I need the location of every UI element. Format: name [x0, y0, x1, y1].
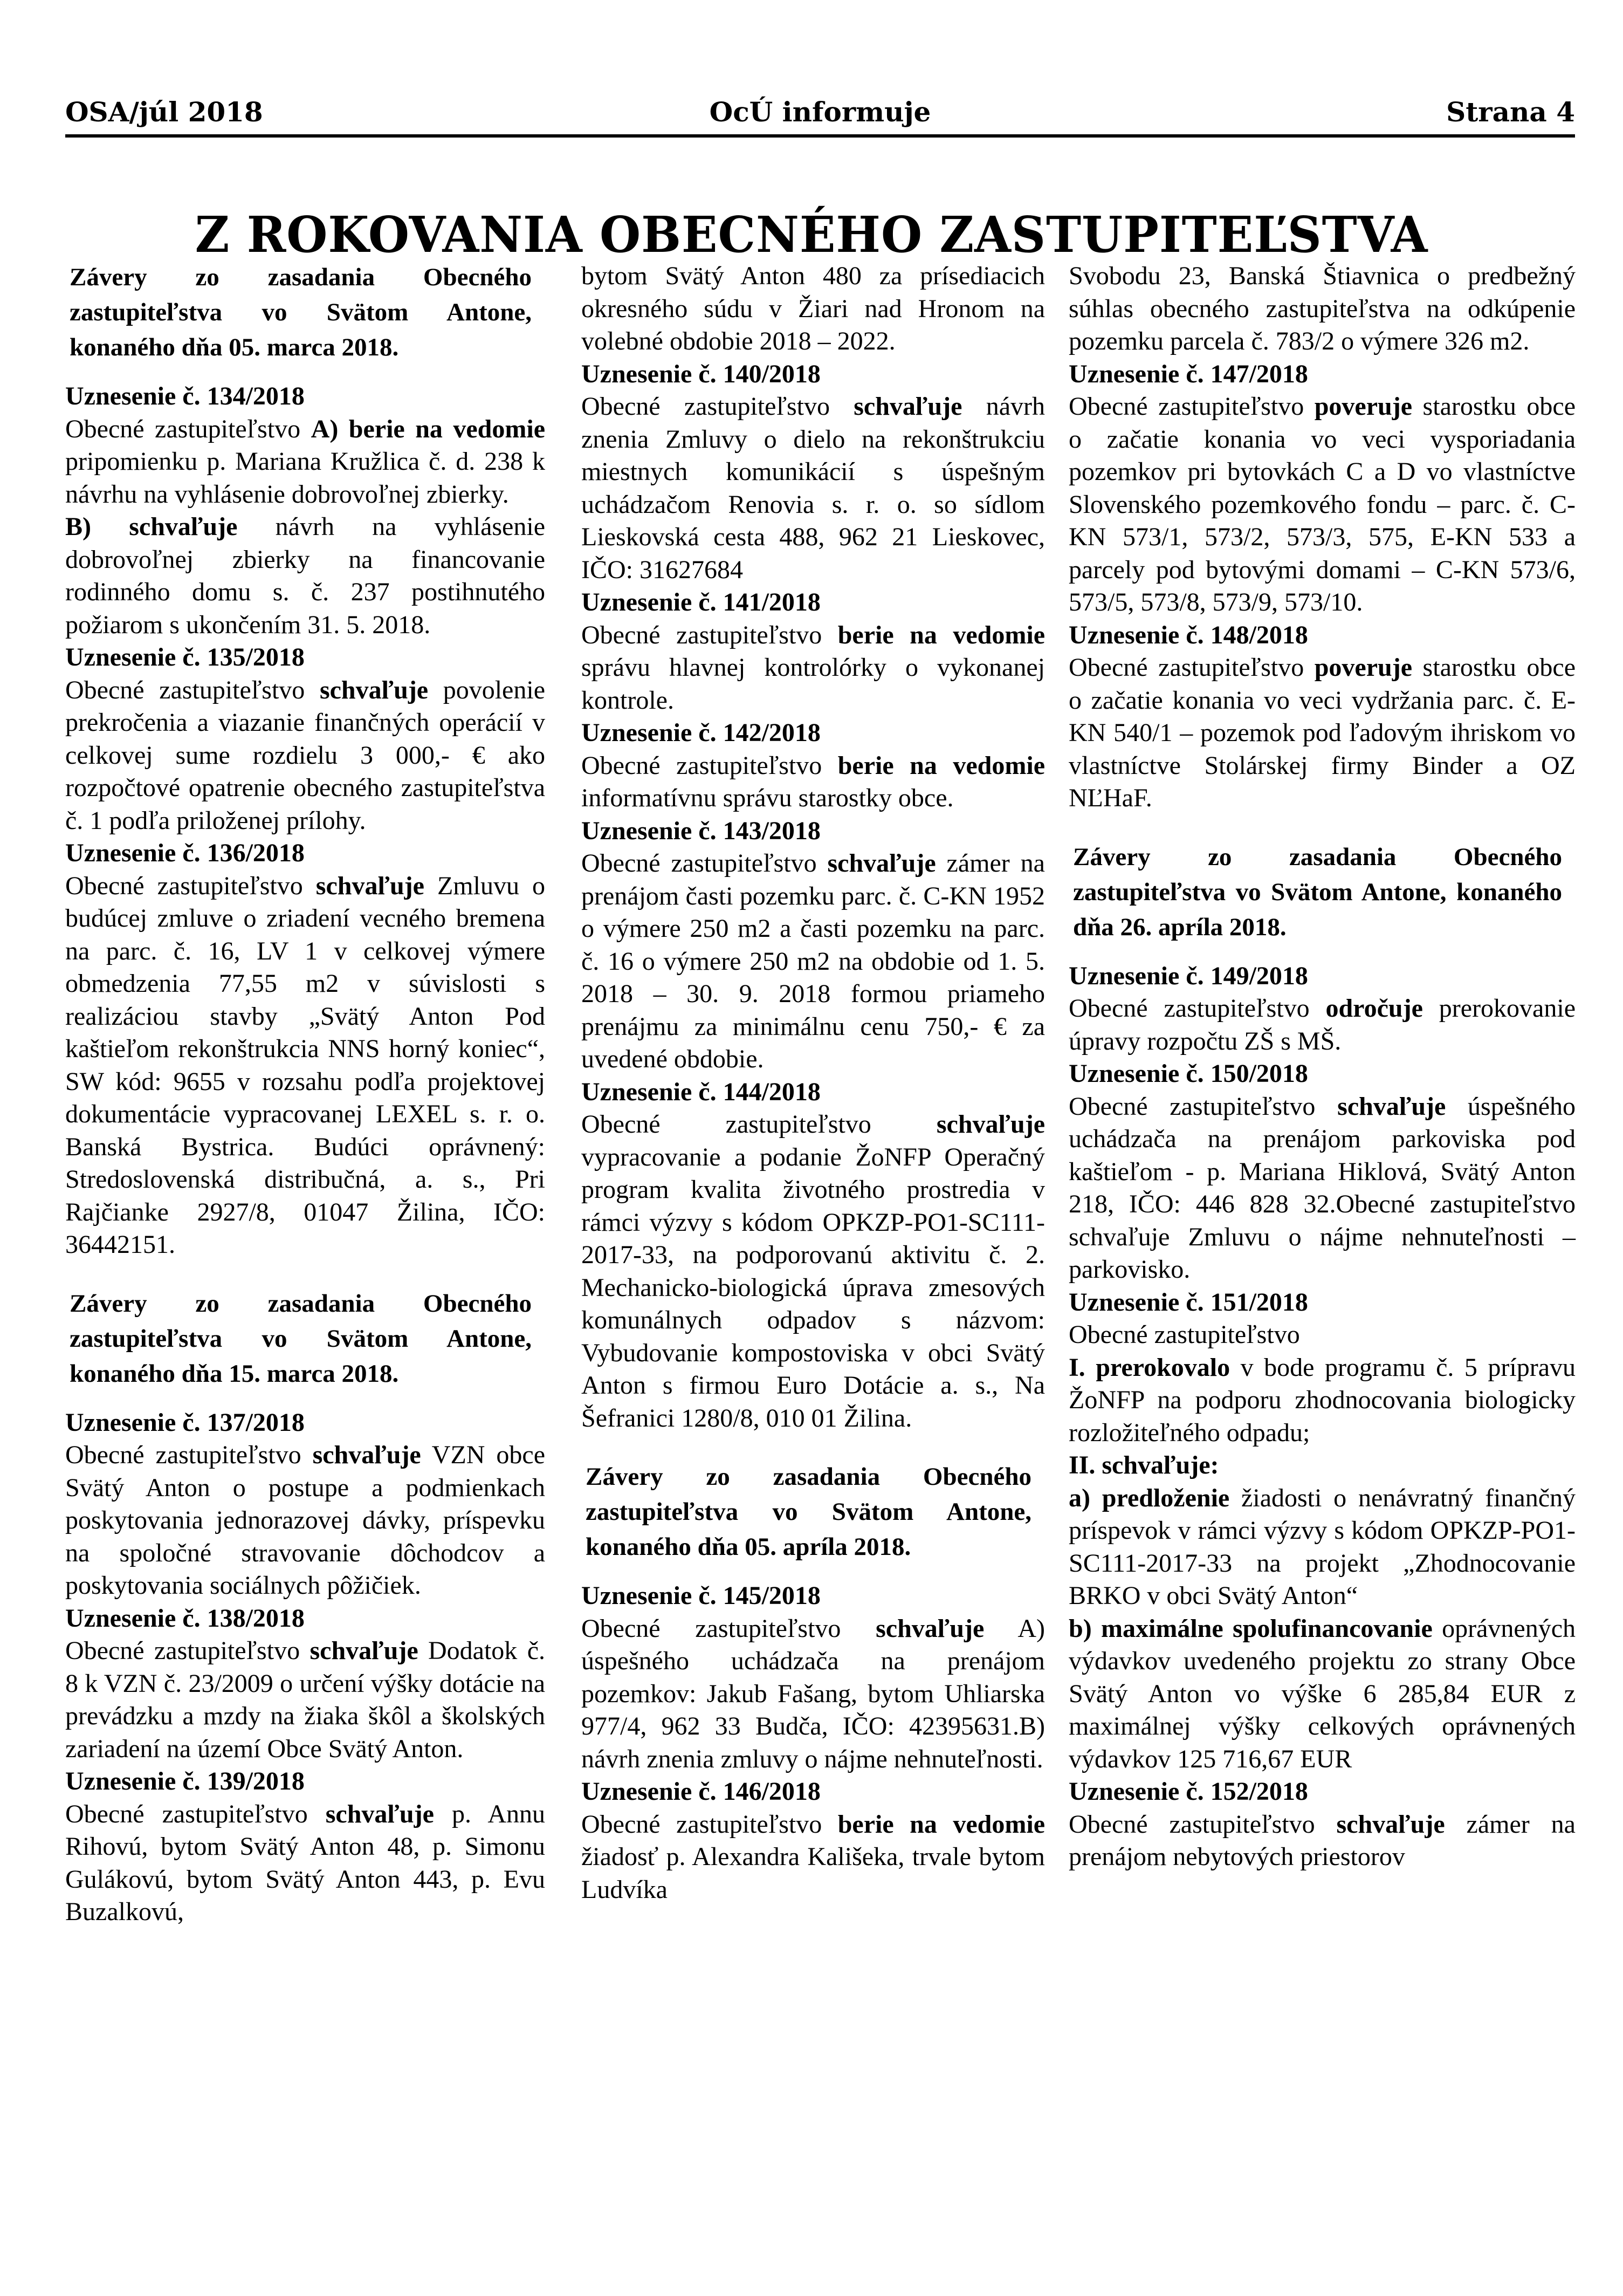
resolution-title: Uznesenie č. 152/2018: [1069, 1777, 1308, 1806]
decision-keyword: I. prerokovalo: [1069, 1353, 1230, 1382]
decision-keyword: A) berie na vedomie: [311, 414, 545, 443]
text-run: správu hlavnej kontrolórky o vykonanej kontrole.: [581, 653, 1045, 715]
resolution: [1069, 960, 1576, 1058]
text-run: Obecné zastupiteľstvo: [1069, 1092, 1338, 1121]
text-run: informatívnu správu starostky obce.: [581, 784, 954, 812]
column-1: [65, 260, 545, 1929]
text-run: v bode programu č. 5 prípravu ŽoNFP na podporu zhodnocovania biologicky rozložiteľného odpadu;: [1069, 1353, 1576, 1447]
resolution-text: [65, 1439, 545, 1602]
text-run: p. Annu Rihovú, bytom Svätý Anton 48, p. Simonu Gulákovú, bytom Svätý Anton 443, p. Evu Buzalkovú,: [65, 1799, 545, 1926]
resolution-text: [65, 674, 545, 838]
resolution-text: [65, 1635, 545, 1765]
text-run: Obecné zastupiteľstvo: [65, 1441, 313, 1469]
resolution-text: [581, 847, 1045, 1076]
decision-keyword: B) schvaľuje: [65, 512, 238, 541]
header-divider: [65, 134, 1575, 138]
resolution-title: Uznesenie č. 136/2018: [65, 839, 305, 867]
resolution-title: Uznesenie č. 138/2018: [65, 1603, 305, 1633]
decision-keyword: b) maximálne spolufinancovanie: [1069, 1614, 1433, 1643]
page-number: Strana 4: [1446, 96, 1575, 128]
decision-keyword: schvaľuje: [854, 392, 962, 421]
decision-keyword: schvaľuje: [1337, 1092, 1446, 1121]
resolution-text: [1069, 1808, 1576, 1874]
resolution: [65, 1765, 545, 1929]
resolution-text: [1069, 1482, 1576, 1613]
text-run: návrh na vyhlásenie dobrovoľnej zbierky na financovanie rodinného domu s. č. 237 postihnutého požiarom s ukončením 31. 5. 2018.: [65, 512, 545, 639]
text-run: Zmluvu o budúcej zmluve o zriadení vecného bremena na parc. č. 16, LV 1 v celkovej výmere obmedzenia 77,55 m2 v súvislosti s realizáciou stavby „Svätý Anton Pod kaštieľom rekonštrukcia NNS horný koniec“, SW kód: 9655 v rozsahu podľa projektovej dokumentácie vypracovanej LEXEL s. r. o. Banská Bystrica. Budúci oprávnený: Stredoslovenská distribučná, a. s., Pri Rajčianke 2927/8, 01047 Žilina, IČO: 36442151.: [65, 871, 545, 1259]
resolution-text: [581, 1613, 1045, 1776]
text-run: Obecné zastupiteľstvo: [65, 1799, 326, 1828]
resolution-continuation: [1069, 260, 1576, 358]
text-run: A) úspešného uchádzača na prenájom pozemkov: Jakub Fašang, bytom Uhliarska 977/4, 962 33 Budča, IČO: 42395631.B) návrh znenia zmluvy o nájme nehnuteľnosti.: [581, 1614, 1046, 1773]
resolution-title: Uznesenie č. 143/2018: [581, 816, 821, 845]
resolution-text: [581, 619, 1045, 717]
resolution-text: [1069, 992, 1576, 1058]
session-heading: Závery zo zasadania Obecného zastupiteľstva vo Svätom Antone, konaného dňa 15. marca 2018.: [70, 1289, 532, 1388]
text-run: povolenie prekročenia a viazanie finančných operácií v celkovej sume rozdielu 3 000,- € ako rozpočtové opatrenie obecného zastupiteľstva č. 1 podľa priloženej prílohy.: [65, 675, 546, 835]
resolution: [581, 1776, 1045, 1906]
decision-keyword: schvaľuje: [319, 675, 429, 704]
resolution-text: [1069, 652, 1576, 815]
resolution: [581, 1580, 1045, 1776]
resolution: [1069, 358, 1576, 619]
text-run: žiadosť p. Alexandra Kališeka, trvale bytom Ludvíka: [581, 1842, 1045, 1904]
resolution-text: [581, 750, 1045, 815]
text-run: pripomienku p. Mariana Kružlica č. d. 238 k návrhu na vyhlásenie dobrovoľnej zbierky.: [65, 447, 545, 509]
text-run: Obecné zastupiteľstvo: [581, 1110, 937, 1139]
text-run: Obecné zastupiteľstvo: [581, 849, 828, 878]
text-run: Obecné zastupiteľstvo: [1069, 1320, 1300, 1349]
resolution-text: [1069, 1352, 1576, 1450]
resolution-text: [581, 1808, 1045, 1907]
publication-name: OcÚ informuje: [709, 96, 931, 128]
decision-keyword: schvaľuje: [876, 1614, 985, 1643]
text-run: Dodatok č. 8 k VZN č. 23/2009 o určení výšky dotácie na prevádzku a mzdy na žiaka škôl a školských zariadení na území Obce Svätý Anton.: [65, 1636, 545, 1763]
resolution-text: [65, 413, 545, 511]
resolution-title: Uznesenie č. 144/2018: [581, 1077, 821, 1106]
resolution-title: Uznesenie č. 149/2018: [1069, 961, 1308, 990]
decision-keyword: schvaľuje: [325, 1799, 434, 1828]
decision-keyword: poveruje: [1314, 653, 1413, 682]
text-run: bytom Svätý Anton 480 za prísediacich okresného súdu v Žiari nad Hronom na volebné obdobie 2018 – 2022.: [581, 262, 1045, 355]
text-run: žiadosti o nenávratný finančný príspevok v rámci výzvy s kódom OPKZP-PO1-SC111-2017-33 na projekt „Zhodnocovanie BRKO v obci Svätý Anton“: [1069, 1483, 1576, 1610]
resolution: [65, 837, 545, 1262]
resolution: [581, 717, 1045, 815]
session-heading: Závery zo zasadania Obecného zastupiteľstva vo Svätom Antone, konaného dňa 05. marca 2018.: [70, 263, 532, 361]
session-heading: Závery zo zasadania Obecného zastupiteľstva vo Svätom Antone, konaného dňa 05. apríla 2018.: [586, 1463, 1031, 1561]
running-header: [65, 91, 1575, 134]
text-run: Obecné zastupiteľstvo: [65, 414, 311, 443]
text-run: úspešného uchádzača na prenájom parkoviska pod kaštieľom - p. Mariana Hiklová, Svätý Anton 218, IČO: 446 828 32.Obecné zastupiteľstvo schvaľuje Zmluvu o nájme nehnuteľnosti – parkovisko.: [1069, 1092, 1576, 1284]
resolution-text: [1069, 1091, 1576, 1286]
text-run: návrh znenia Zmluvy o dielo na rekonštrukciu miestnych komunikácií s úspešným uchádzačom Renovia s. r. o. so sídlom Lieskovská cesta 488, 962 21 Lieskovec, IČO: 31627684: [581, 392, 1045, 584]
decision-keyword: schvaľuje: [315, 871, 424, 900]
resolution-title: Uznesenie č. 141/2018: [581, 588, 821, 616]
text-run: Obecné zastupiteľstvo: [1069, 994, 1326, 1023]
resolution-title: Uznesenie č. 145/2018: [581, 1581, 821, 1610]
resolution-title: Uznesenie č. 151/2018: [1069, 1287, 1308, 1317]
resolution: [581, 1076, 1045, 1435]
resolution: [65, 1407, 545, 1602]
resolution-text: [1069, 260, 1576, 358]
resolution-title: Uznesenie č. 135/2018: [65, 643, 305, 671]
decision-keyword: odročuje: [1325, 994, 1423, 1023]
decision-keyword: berie na vedomie: [837, 1810, 1045, 1839]
text-run: zámer na prenájom nebytových priestorov: [1069, 1810, 1576, 1871]
text-run: oprávnených výdavkov uvedeného projektu zo strany Obce Svätý Anton vo výške 6 285,84 EUR z maximálnej výšky celkových oprávnených výdavkov 125 716,67 EUR: [1069, 1614, 1576, 1773]
resolution: [65, 380, 545, 641]
decision-keyword: schvaľuje: [312, 1441, 421, 1469]
resolution: [1069, 1058, 1576, 1286]
text-run: vypracovanie a podanie ŽoNFP Operačný program kvalita životného prostredia v rámci výzvy s kódom OPKZP-PO1-SC111-2017-33, na podporovanú aktivitu č. 2. Mechanicko-biologická úprava zmesových komunálnych odpadov s názvom: Vybudovanie kompostoviska v obci Svätý Anton s firmou Euro Dotácie a. s., Na Šefranici 1280/8, 010 01 Žilina.: [581, 1142, 1045, 1433]
decision-keyword: schvaľuje: [936, 1110, 1045, 1139]
text-run: Obecné zastupiteľstvo: [581, 751, 838, 780]
page-title: Z ROKOVANIA OBECNÉHO ZASTUPITEĽSTVA: [195, 205, 1428, 264]
text-run: VZN obce Svätý Anton o postupe a podmienkach poskytovania jednorazovej dávky, príspevku na spoločné stravovanie dôchodcov a poskytovania sociálnych pôžičiek.: [65, 1441, 545, 1600]
resolution-text: [581, 260, 1045, 358]
resolution-title: Uznesenie č. 150/2018: [1069, 1059, 1308, 1088]
resolution-text: [65, 511, 545, 641]
resolution: [1069, 619, 1576, 815]
resolution-text: [1069, 390, 1576, 619]
resolution-title: Uznesenie č. 137/2018: [65, 1408, 305, 1437]
decision-keyword: poveruje: [1314, 392, 1413, 421]
resolution: [581, 358, 1045, 587]
decision-keyword: schvaľuje: [827, 849, 936, 878]
text-run: Obecné zastupiteľstvo: [581, 392, 854, 421]
text-run: prerokovanie úpravy rozpočtu ZŠ s MŠ.: [1069, 994, 1576, 1056]
text-run: starostku obce o začatie konania vo veci vydržania parc. č. E-KN 540/1 – pozemok pod ľadovým ihriskom vo vlastníctve Stolárskej firmy Binder a OZ NĽHaF.: [1069, 653, 1576, 812]
session-heading: Závery zo zasadania Obecného zastupiteľstva vo Svätom Antone, konaného dňa 26. apríla 2018.: [1073, 842, 1562, 941]
text-run: Obecné zastupiteľstvo: [65, 871, 316, 900]
text-run: Svobodu 23, Banská Štiavnica o predbežný súhlas obecného zastupiteľstva na odkúpenie pozemku parcela č. 783/2 o výmere 326 m2.: [1069, 262, 1576, 355]
resolution-text: [65, 1798, 545, 1929]
text-run: Obecné zastupiteľstvo: [581, 620, 838, 649]
decision-keyword: a) predloženie: [1069, 1483, 1230, 1512]
text-run: Obecné zastupiteľstvo: [581, 1614, 876, 1643]
text-run: starostku obce o začatie konania vo veci vysporiadania pozemkov pri bytovkách C a D vo vlastníctve Slovenského pozemkového fondu – parc. č. C-KN 573/1, 573/2, 573/3, 575, E-KN 533 a parcely pod bytovými domami – C-KN 573/6, 573/5, 573/8, 573/9, 573/10.: [1069, 392, 1576, 616]
resolution-title: Uznesenie č. 147/2018: [1069, 359, 1308, 388]
text-run: Obecné zastupiteľstvo: [1069, 1810, 1337, 1839]
resolution-text: [65, 870, 545, 1262]
column-2: [581, 260, 1045, 1906]
resolution-title: Uznesenie č. 142/2018: [581, 718, 821, 747]
resolution-text: [1069, 1449, 1576, 1482]
resolution: [65, 1602, 545, 1766]
decision-keyword: II. schvaľuje:: [1069, 1451, 1219, 1479]
resolution-text: [1069, 1613, 1576, 1776]
resolution-title: Uznesenie č. 140/2018: [581, 359, 821, 388]
resolution: [581, 586, 1045, 717]
text-run: Obecné zastupiteľstvo: [581, 1810, 838, 1839]
text-run: Obecné zastupiteľstvo: [65, 675, 320, 704]
column-3: [1069, 260, 1576, 1874]
resolution: [1069, 1776, 1576, 1874]
resolution-text: [1069, 1319, 1576, 1352]
resolution-title: Uznesenie č. 148/2018: [1069, 620, 1308, 649]
decision-keyword: schvaľuje: [310, 1636, 418, 1665]
text-run: Obecné zastupiteľstvo: [1069, 653, 1315, 682]
resolution: [1069, 1286, 1576, 1776]
decision-keyword: schvaľuje: [1336, 1810, 1445, 1839]
resolution-text: [581, 390, 1045, 586]
text-run: Obecné zastupiteľstvo: [65, 1636, 310, 1665]
resolution-continuation: [581, 260, 1045, 358]
decision-keyword: berie na vedomie: [837, 620, 1045, 649]
issue-date: OSA/júl 2018: [65, 96, 263, 128]
text-run: zámer na prenájom časti pozemku parc. č. C-KN 1952 o výmere 250 m2 a časti pozemku na parc. č. 16 o výmere 250 m2 na obdobie od 1. 5. 2018 – 30. 9. 2018 formou priameho prenájmu za minimálnu cenu 750,- € za uvedené obdobie.: [581, 849, 1045, 1073]
resolution-text: [581, 1108, 1045, 1435]
resolution: [65, 641, 545, 837]
decision-keyword: berie na vedomie: [837, 751, 1045, 780]
resolution-title: Uznesenie č. 134/2018: [65, 382, 305, 410]
resolution-title: Uznesenie č. 139/2018: [65, 1767, 305, 1795]
resolution-title: Uznesenie č. 146/2018: [581, 1777, 821, 1806]
text-run: Obecné zastupiteľstvo: [1069, 392, 1315, 421]
resolution: [581, 815, 1045, 1076]
